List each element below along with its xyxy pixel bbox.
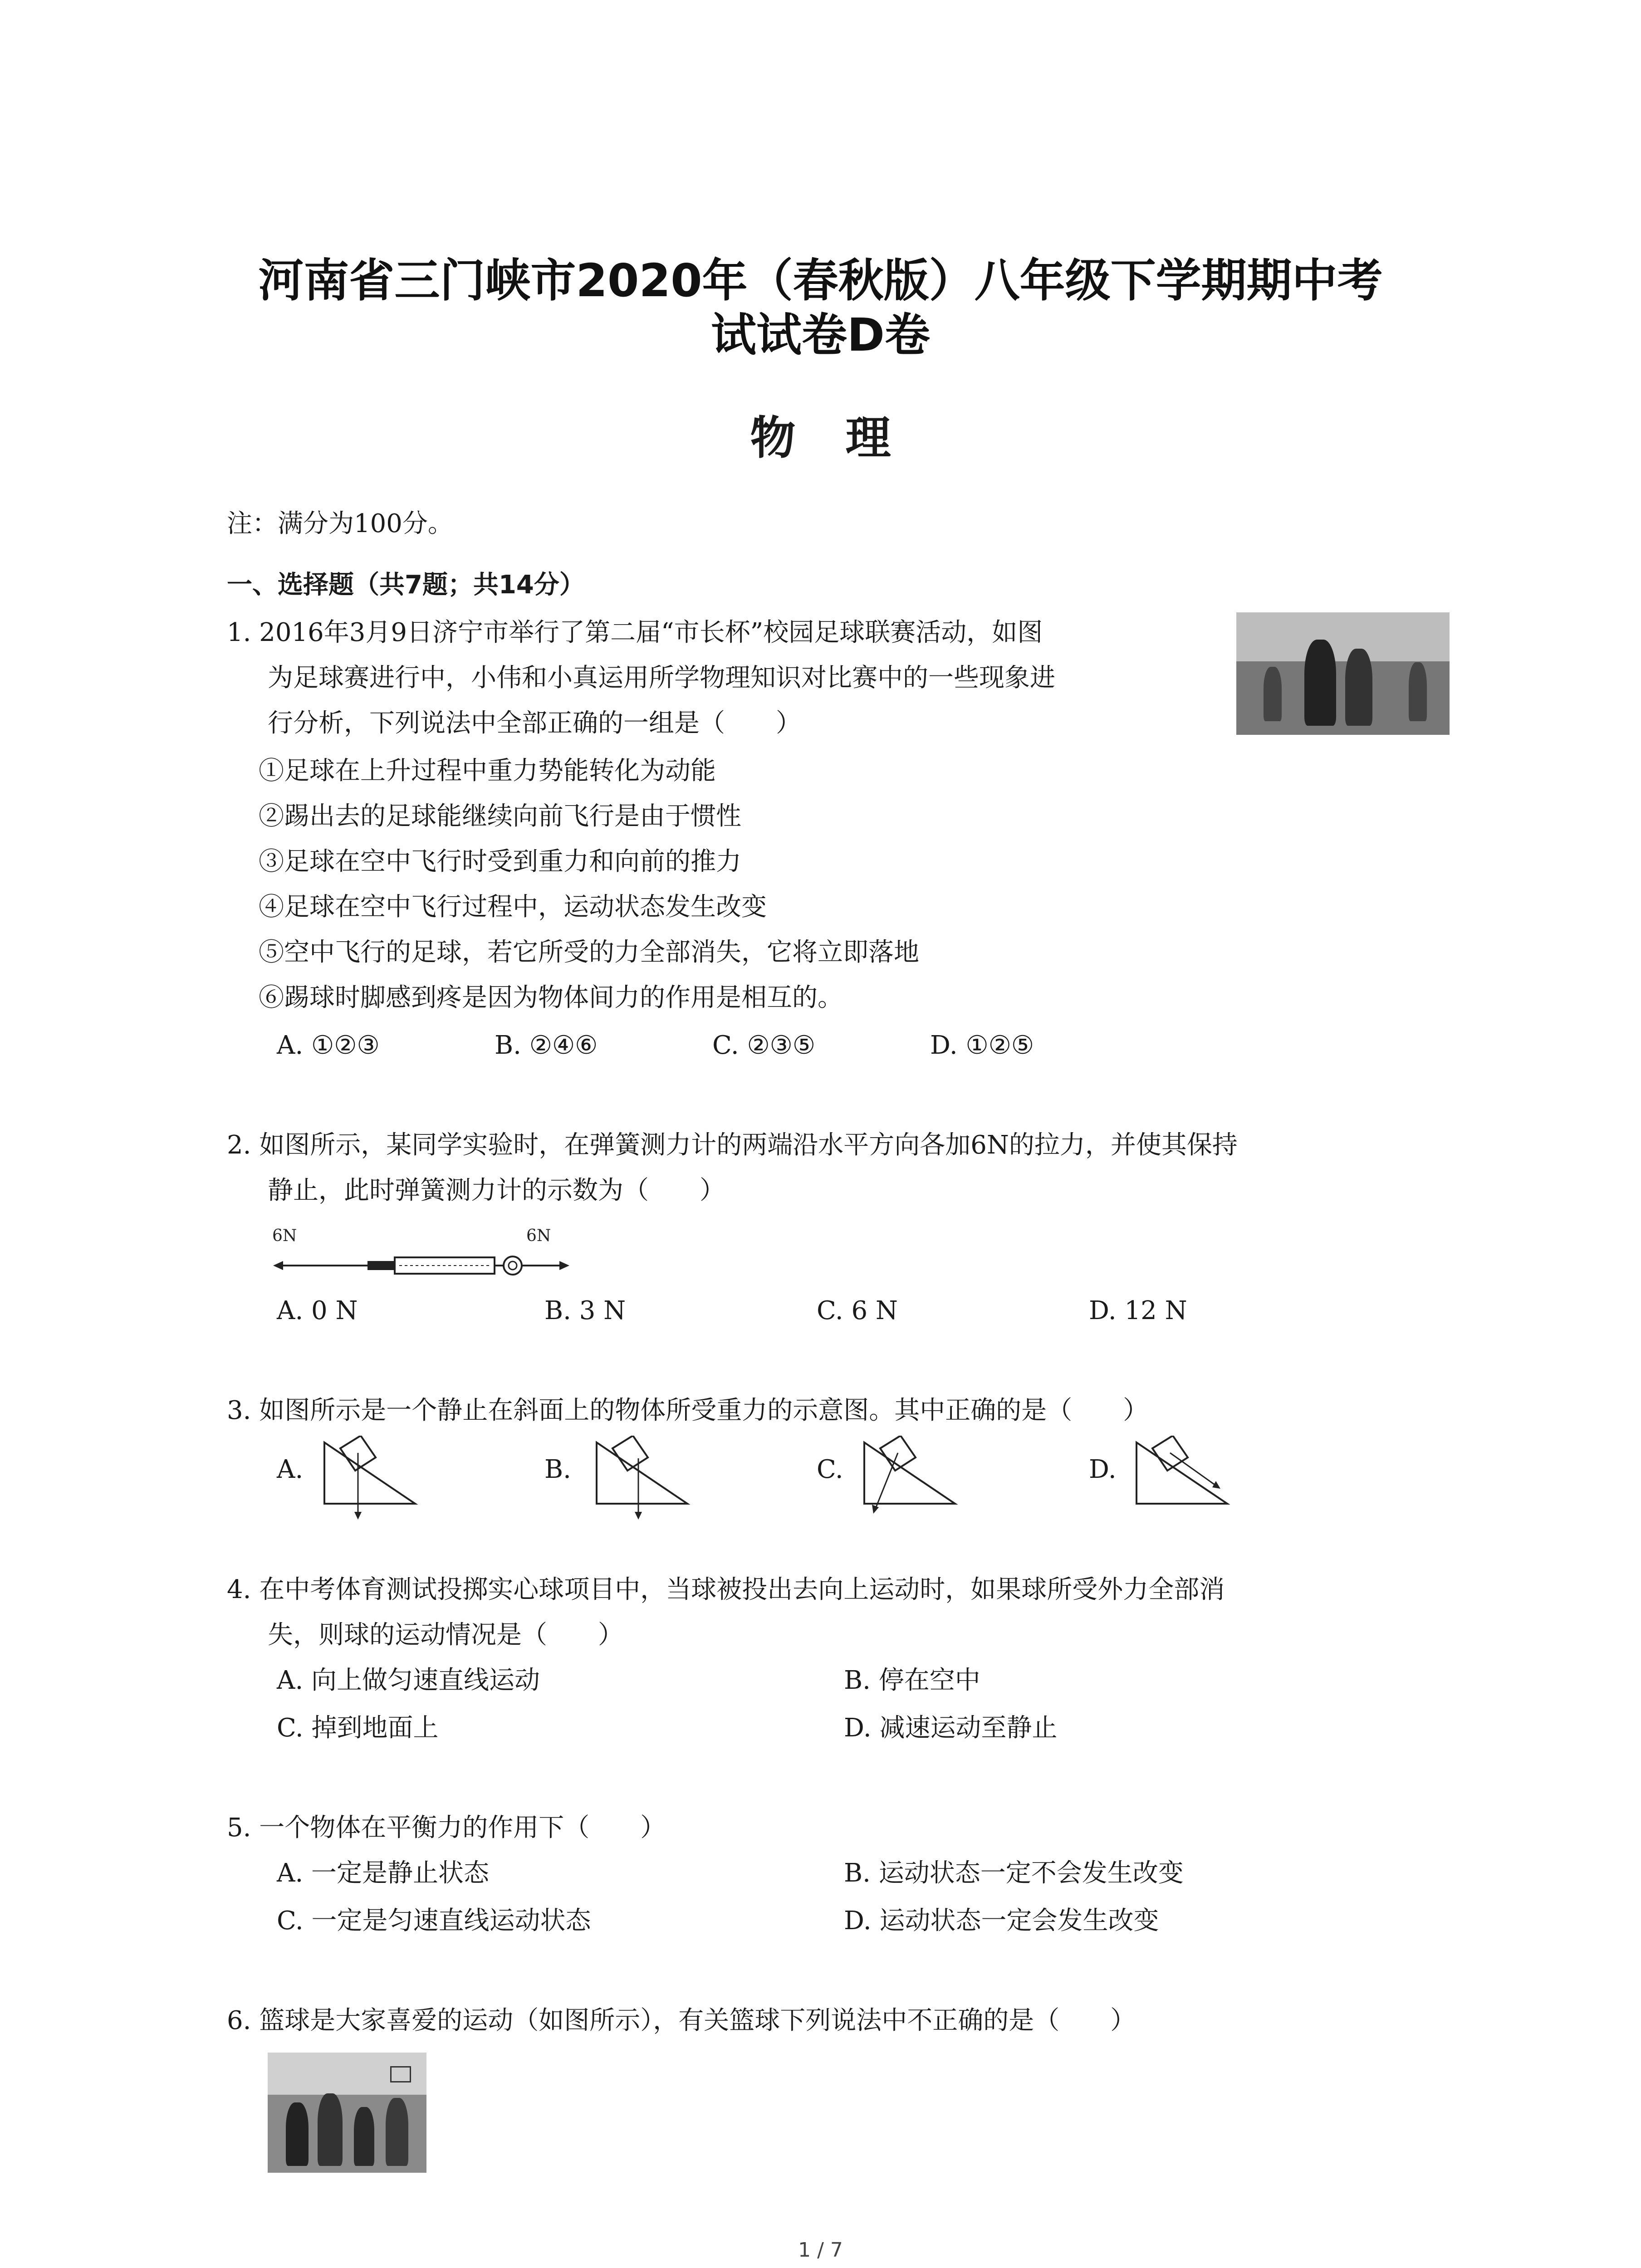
q4-line: 失，则球的运动情况是（ ）	[268, 1620, 623, 1650]
q4-option-b[interactable]: B. 停在空中	[844, 1666, 980, 1695]
q1-line: 1. 2016年3月9日济宁市举行了第二届“市长杯”校园足球联赛活动，如图	[227, 618, 1043, 647]
q1-option-b[interactable]: B. ②④⑥	[495, 1031, 598, 1060]
q5-option-d[interactable]: D. 运动状态一定会发生改变	[844, 1906, 1159, 1936]
q3-option-d[interactable]: D.	[1089, 1455, 1117, 1484]
q2-option-c[interactable]: C. 6 N	[817, 1296, 898, 1325]
basketball-photo	[268, 2053, 426, 2173]
q2-option-b[interactable]: B. 3 N	[544, 1296, 626, 1325]
score-note: 注：满分为100分。	[227, 509, 453, 538]
q1-option-a[interactable]: A. ①②③	[277, 1031, 380, 1060]
q4-option-d[interactable]: D. 减速运动至静止	[844, 1713, 1058, 1743]
q5-option-b[interactable]: B. 运动状态一定不会发生改变	[844, 1858, 1184, 1888]
q6-line: 6. 篮球是大家喜爱的运动（如图所示），有关篮球下列说法中不正确的是（ ）	[227, 2006, 1136, 2035]
subject-title: 物理	[750, 411, 941, 464]
exam-title-line-2: 试试卷D卷	[710, 308, 930, 362]
q1-statement: ⑤空中飞行的足球，若它所受的力全部消失，它将立即落地	[259, 938, 919, 967]
q3-option-b[interactable]: B.	[544, 1455, 571, 1484]
q1-option-c[interactable]: C. ②③⑤	[712, 1031, 816, 1060]
exam-title-line-1: 河南省三门峡市2020年（春秋版）八年级下学期期中考	[258, 254, 1383, 307]
incline-diagram-a	[318, 1436, 422, 1522]
q1-line: 为足球赛进行中，小伟和小真运用所学物理知识对比赛中的一些现象进	[268, 663, 1055, 693]
q5-option-c[interactable]: C. 一定是匀速直线运动状态	[277, 1906, 591, 1936]
q3-option-a[interactable]: A.	[277, 1455, 304, 1484]
q3-option-c[interactable]: C.	[817, 1455, 843, 1484]
incline-diagram-c	[857, 1436, 962, 1522]
q2-line: 静止，此时弹簧测力计的示数为（ ）	[268, 1176, 725, 1205]
q1-statement: ①足球在上升过程中重力势能转化为动能	[259, 756, 716, 786]
spring-scale-figure	[272, 1225, 572, 1284]
section-heading: 一、选择题（共7题；共14分）	[227, 570, 585, 600]
q1-line: 行分析，下列说法中全部正确的一组是（ ）	[268, 709, 801, 738]
q4-option-a[interactable]: A. 向上做匀速直线运动	[277, 1666, 540, 1695]
q1-statement: ⑥踢球时脚感到疼是因为物体间力的作用是相互的。	[259, 983, 843, 1012]
q4-line: 4. 在中考体育测试投掷实心球项目中，当球被投出去向上运动时，如果球所受外力全部消	[227, 1575, 1225, 1604]
q2-line: 2. 如图所示，某同学实验时，在弹簧测力计的两端沿水平方向各加6N的拉力，并使其保持	[227, 1130, 1238, 1160]
q4-option-c[interactable]: C. 掉到地面上	[277, 1713, 439, 1743]
q2-option-a[interactable]: A. 0 N	[277, 1296, 358, 1325]
q5-option-a[interactable]: A. 一定是静止状态	[277, 1858, 490, 1888]
q1-statement: ③足球在空中飞行时受到重力和向前的推力	[259, 847, 741, 876]
q3-line: 3. 如图所示是一个静止在斜面上的物体所受重力的示意图。其中正确的是（ ）	[227, 1396, 1149, 1425]
incline-diagram-d	[1130, 1436, 1234, 1522]
q1-statement: ④足球在空中飞行过程中，运动状态发生改变	[259, 892, 767, 922]
q1-option-d[interactable]: D. ①②⑤	[930, 1031, 1034, 1060]
page-number: 1 / 7	[798, 2239, 843, 2262]
fig-right-force-label: 6N	[526, 1227, 551, 1245]
fig-left-force-label: 6N	[272, 1227, 297, 1245]
football-match-photo	[1236, 612, 1450, 735]
incline-diagram-b	[590, 1436, 694, 1522]
q5-line: 5. 一个物体在平衡力的作用下（ ）	[227, 1813, 666, 1843]
q2-option-d[interactable]: D. 12 N	[1089, 1296, 1187, 1325]
q1-statement: ②踢出去的足球能继续向前飞行是由于惯性	[259, 802, 741, 831]
